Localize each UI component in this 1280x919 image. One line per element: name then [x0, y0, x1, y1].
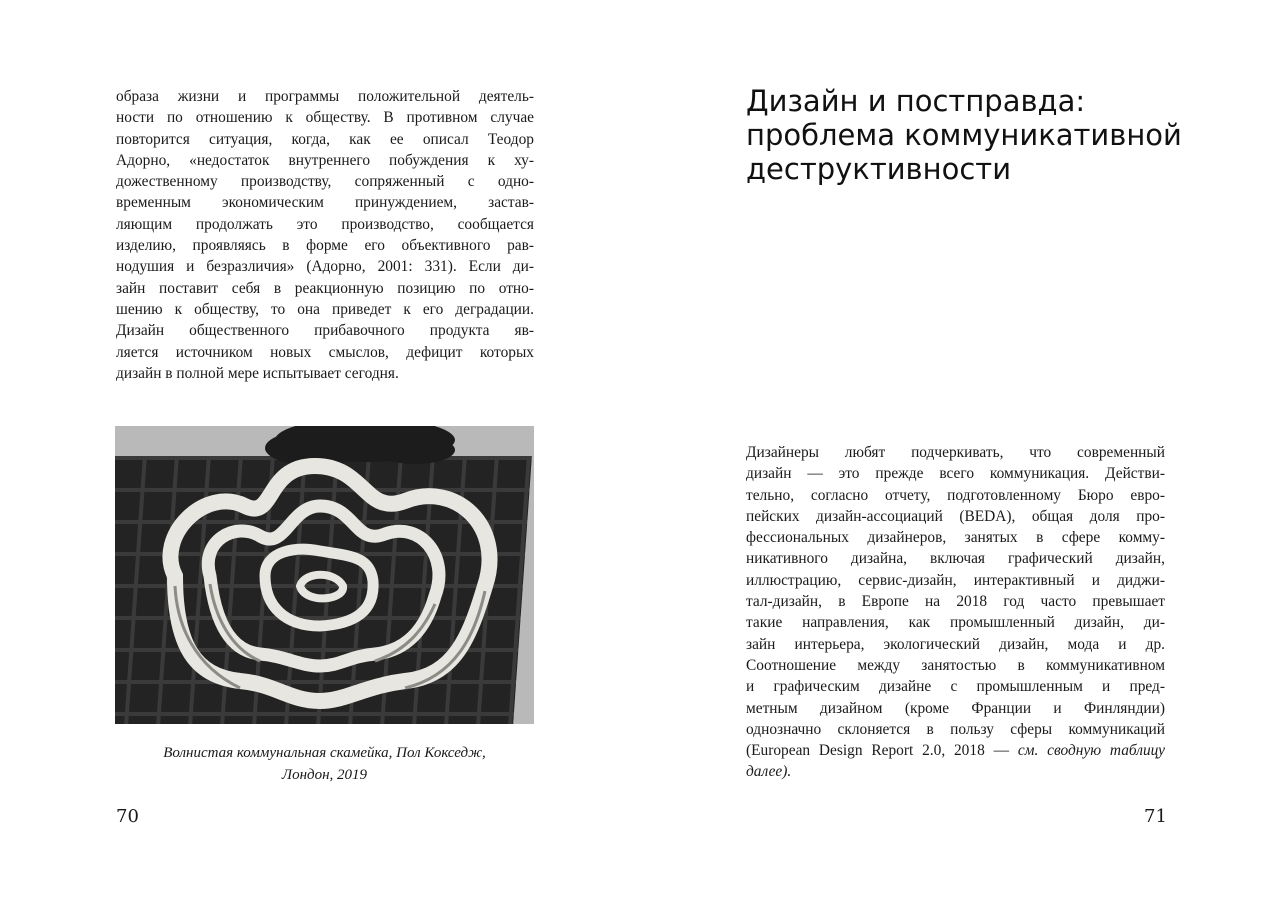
page-number-left: 70: [116, 806, 139, 827]
text-line: Дизайн общественного прибавочного продукта яв-: [116, 322, 534, 340]
text-line: тельно, согласно отчету, подготовленному Бюро евро-: [746, 486, 1165, 504]
italic-reference: см. сводную таблицу: [1017, 742, 1165, 760]
text-line: пейских дизайн-ассоциаций (BEDA), общая доля про-: [746, 507, 1165, 525]
text-line: такие направления, как промышленный дизайн, ди-: [746, 614, 1165, 632]
text-line: [746, 740, 1165, 761]
bench-photo: [115, 426, 534, 724]
caption-line: Лондон, 2019: [281, 767, 368, 783]
text-line: дожественному производству, сопряженный с одно-: [116, 173, 534, 191]
text-line: повторится ситуация, когда, как ее описал Теодор: [116, 130, 534, 148]
right-body-text: [746, 442, 1165, 783]
text-line: фессиональных дизайнеров, занятых в сфере комму-: [746, 529, 1165, 547]
text-line: однозначно склоняется в пользу сферы коммуникаций: [746, 720, 1165, 738]
heading-line: проблема коммуникативной: [746, 118, 1182, 152]
text-line: изделию, проявляясь в форме его объективного рав-: [116, 237, 534, 255]
italic-reference: далее).: [746, 763, 792, 781]
text-line: тал-дизайн, в Европе на 2018 год часто превышает: [746, 593, 1165, 611]
text-line: ляющим продолжать это производство, сообщается: [116, 215, 534, 233]
text-line: зайн интерьера, экологический дизайн, мода и др.: [746, 635, 1165, 653]
text-line: Соотношение между занятостью в коммуникативном: [746, 656, 1165, 674]
text-line: нодушия и безразличия» (Адорно, 2001: 331). Если ди-: [116, 258, 534, 276]
page-number-right: 71: [1144, 806, 1167, 827]
text-line: Дизайнеры любят подчеркивать, что современный: [746, 444, 1165, 461]
text-line: [746, 761, 1165, 782]
chapter-heading: [746, 84, 1182, 186]
text-line: временным экономическим принуждением, застав-: [116, 194, 534, 212]
photo-caption: [115, 742, 534, 786]
text-line: ляется источником новых смыслов, дефицит которых: [116, 343, 534, 361]
text-line: образа жизни и программы положительной деятель-: [116, 88, 534, 105]
text-line: дизайн в полной мере испытывает сегодня.: [116, 364, 399, 382]
text-line-part: (European Design Report 2.0, 2018 —: [746, 742, 1009, 760]
text-line: и графическим дизайне с промышленным и пред-: [746, 678, 1165, 696]
text-line: шению к обществу, то она приведет к его деградации.: [116, 300, 534, 318]
text-line: никативного дизайна, включая графический дизайн,: [746, 550, 1165, 568]
heading-line: деструктивности: [746, 152, 1012, 186]
heading-line: Дизайн и постправда:: [746, 84, 1086, 118]
text-line: Адорно, «недостаток внутреннего побуждения к ху-: [116, 151, 534, 169]
text-line: метным дизайном (кроме Франции и Финляндии): [746, 699, 1165, 717]
left-body-text: [116, 86, 534, 384]
text-line: ности по отношению к обществу. В противном случае: [116, 109, 534, 127]
text-line: дизайн — это прежде всего коммуникация. Действи-: [746, 465, 1165, 483]
text-line: зайн поставит себя в реакционную позицию по отно-: [116, 279, 534, 297]
caption-line: Волнистая коммунальная скамейка, Пол Кокседж,: [163, 745, 486, 761]
text-line: иллюстрацию, сервис-дизайн, интерактивный и диджи-: [746, 571, 1165, 589]
